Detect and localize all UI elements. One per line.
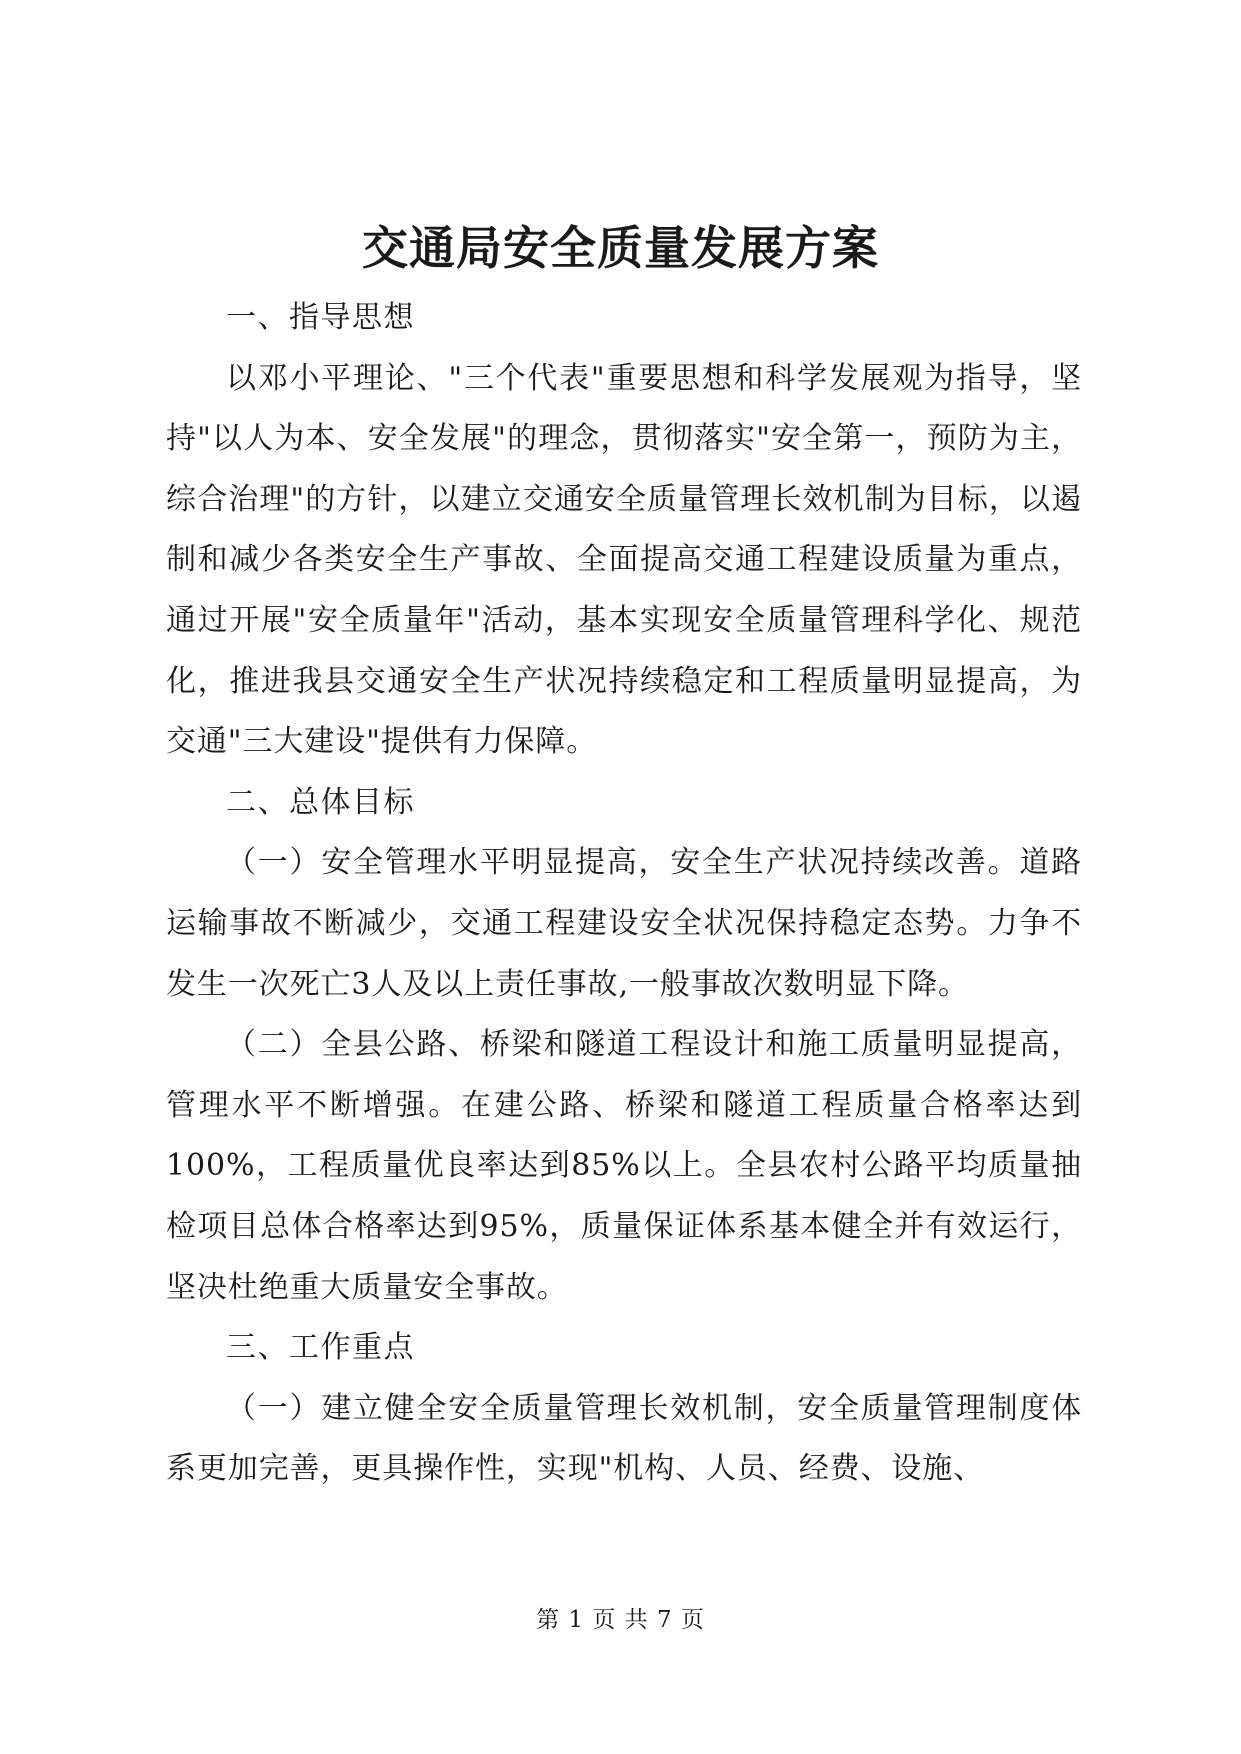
section-heading-overall-goals: 二、总体目标: [226, 784, 415, 820]
paragraph-goal-safety: （一）安全管理水平明显提高，安全生产状况持续改善。道路运输事故不断减少，交通工程建设安全状况保持稳定态势。力争不发生一次死亡3人及以上责任事故,一般事故次数明显下降。: [166, 845, 1082, 1002]
section-heading-guiding-ideology: 一、指导思想: [226, 300, 415, 335]
document-title: 交通局安全质量发展方案: [362, 221, 879, 275]
page-number-footer: 第 1 页 共 7 页: [536, 1607, 705, 1633]
paragraph-work-focus-1: （一）建立健全安全质量管理长效机制，安全质量管理制度体系更加完善，更具操作性，实现"机构、人员、经费、设施、: [166, 1390, 1082, 1487]
section-heading-work-focus: 三、工作重点: [226, 1330, 415, 1366]
paragraph-guiding-ideology: 以邓小平理论、"三个代表"重要思想和科学发展观为指导，坚持"以人为本、安全发展"的理念，贯彻落实"安全第一，预防为主，综合治理"的方针，以建立交通安全质量管理长效机制为目标，以遏制和减少各类安全生产事故、全面提高交通工程建设质量为重点，通过开展"安全质量年"活动，基本实现安全质量管理科学化、规范化，推进我县交通安全生产状况持续稳定和工程质量明显提高，为交通"三大建设"提供有力保障。: [166, 360, 1082, 760]
document-body: [166, 288, 1082, 1500]
paragraph-goal-quality: （二）全县公路、桥梁和隧道工程设计和施工质量明显提高，管理水平不断增强。在建公路、桥梁和隧道工程质量合格率达到100%，工程质量优良率达到85%以上。全县农村公路平均质量抽检项目总体合格率达到95%，质量保证体系基本健全并有效运行，坚决杜绝重大质量安全事故。: [166, 1027, 1082, 1305]
